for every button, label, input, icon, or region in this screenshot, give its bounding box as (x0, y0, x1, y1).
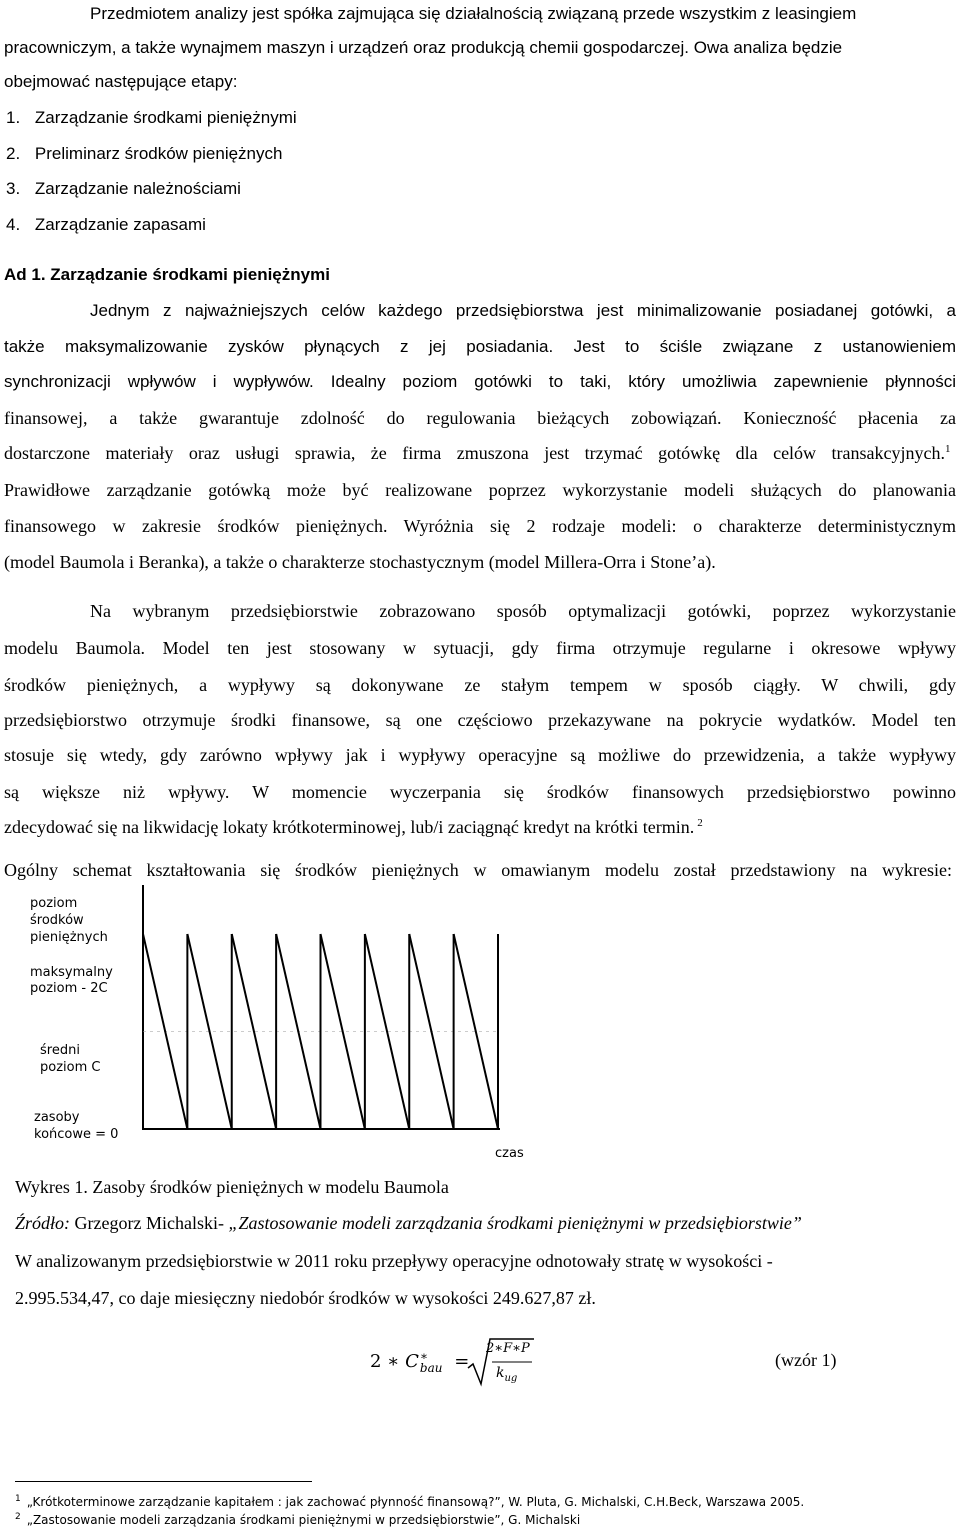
y-axis-label: środków (30, 913, 84, 928)
list-text: Zarządzanie środkami pieniężnymi (34, 108, 297, 127)
intro-line-3: obejmować następujące etapy: (4, 72, 238, 91)
paragraph-2-line (4, 818, 703, 836)
paragraph-1-line-text: dostarczone materiały oraz usługi sprawia, że firma zmuszona jest trzymać gotówkę dla celów transakcyjnych. (4, 443, 945, 463)
paragraph-2-line: środków pieniężnych, a wypływy są dokonywane ze stałym tempem w sposób ciągły. W chwili, gdy (4, 675, 956, 695)
source-label: Źródło: (15, 1213, 71, 1233)
list-text: Zarządzanie należnościami (34, 179, 241, 198)
paragraph-1-line: Prawidłowe zarządzanie gotówką może być realizowane poprzez wykorzystanie modeli służących do planowania (4, 480, 956, 500)
baumol-chart (20, 885, 580, 1165)
list-item (6, 216, 206, 233)
end-level-label: zasoby (34, 1110, 80, 1125)
max-level-label: maksymalny (30, 965, 113, 980)
max-level-label: poziom - 2C (30, 981, 108, 996)
paragraph-1-line: finansowego w zakresie środków pieniężnych. Wyróżnia się 2 rodzaje modeli: o charakterze deterministycznym (4, 516, 956, 536)
intro-line-2: pracowniczym, a także wynajmem maszyn i urządzeń oraz produkcją chemii gospodarczej. Owa analiza będzie (4, 38, 843, 57)
paragraph-2-line-text: zdecydować się na likwidację lokaty krótkoterminowej, lub/i zaciągnąć kredyt na krótki termin. (4, 817, 695, 837)
paragraph-1-line (4, 444, 956, 462)
list-number: 2. (6, 144, 21, 163)
footnote-ref: 2 (697, 817, 703, 829)
list-item (6, 109, 297, 126)
footnote-separator (15, 1481, 312, 1482)
x-axis-label: czas (495, 1146, 524, 1161)
intro-line-1: Przedmiotem analizy jest spółka zajmująca się działalnością związaną przede wszystkim z leasingiem (90, 4, 857, 23)
chart-source (15, 1214, 802, 1232)
list-text: Preliminarz środków pieniężnych (34, 144, 283, 163)
formula-denominator: $k_{ug}$ (496, 1365, 518, 1384)
paragraph-1-line: finansowej, a także gwarantuje zdolność do regulowania bieżących zobowiązań. Konieczność płacenia za (4, 408, 956, 428)
source-title: „Zastosowanie modeli zarządzania środkami pieniężnymi w przedsiębiorstwie” (228, 1213, 802, 1233)
analysis-line-2: 2.995.534,47, co daje miesięczny niedobór środków w wysokości 249.627,87 zł. (15, 1288, 596, 1308)
footnote-1: $^1$ „Krótkoterminowe zarządzanie kapitałem : jak zachować płynność finansową?”, W. Pluta, G. Michalski, C.H.Beck, Warszawa 2005. (15, 1494, 805, 1509)
chart-caption: Wykres 1. Zasoby środków pieniężnych w modelu Baumola (15, 1177, 449, 1197)
y-axis-label: poziom (30, 896, 78, 911)
paragraph-1-line: synchronizacji wpływów i wypływów. Idealny poziom gotówki to taki, który umożliwia zapewnienie płynności (4, 372, 956, 391)
footnote-ref: 1 (945, 443, 951, 455)
paragraph-1-line: także maksymalizowanie zysków płynących z jej posiadania. Jest to ściśle związane z ustanowieniem (4, 337, 956, 356)
paragraph-2-line: stosuje się wtedy, gdy zarówno wpływy jak i wypływy operacyjne są możliwe do przewidzenia, a także wypływy (4, 745, 956, 765)
avg-level-label: poziom C (40, 1060, 101, 1075)
formula-label: (wzór 1) (775, 1350, 837, 1370)
paragraph-2-line: są większe niż wpływy. W momencie wyczerpania się środków finansowych przedsiębiorstwo powinno (4, 782, 956, 802)
list-item (6, 180, 241, 197)
paragraph-2-line: modelu Baumola. Model ten jest stosowany w sytuacji, gdy firma otrzymuje regularne i okresowe wpływy (4, 638, 956, 658)
section-heading: Ad 1. Zarządzanie środkami pieniężnymi (4, 265, 330, 284)
end-level-label: końcowe = 0 (34, 1127, 119, 1142)
paragraph-2-line: Na wybranym przedsiębiorstwie zobrazowano sposób optymalizacji gotówki, poprzez wykorzystanie (90, 601, 956, 621)
list-item (6, 145, 282, 162)
y-axis-label: pieniężnych (30, 930, 108, 945)
list-text: Zarządzanie zapasami (34, 215, 206, 234)
formula-lhs: 2 ∗ C ∗ bau = (370, 1349, 470, 1375)
analysis-line-1: W analizowanym przedsiębiorstwie w 2011 roku przepływy operacyjne odnotowały stratę w wysokości - (15, 1251, 773, 1271)
paragraph-2-line: przedsiębiorstwo otrzymuje środki finansowe, są one częściowo przekazywane na pokrycie wydatków. Model ten (4, 710, 956, 730)
paragraph-1-line: Jednym z najważniejszych celów każdego przedsiębiorstwa jest minimalizowanie posiadanej gotówki, a (90, 301, 956, 320)
list-number: 4. (6, 215, 21, 234)
formula-numerator: 2∗F∗P (486, 1341, 530, 1356)
avg-level-label: średni (40, 1043, 80, 1058)
paragraph-1-line: (model Baumola i Beranka), a także o charakterze stochastycznym (model Millera-Orra i Stone’a). (4, 552, 716, 572)
list-number: 1. (6, 108, 21, 127)
footnote-2: $^2$ „Zastosowanie modeli zarządzania środkami pieniężnymi w przedsiębiorstwie”, G. Michalski (15, 1512, 581, 1527)
paragraph-3: Ogólny schemat kształtowania się środków pieniężnych w omawianym modelu został przedstawiony na wykresie: (4, 860, 952, 880)
source-author: Grzegorz Michalski- (70, 1213, 229, 1233)
formula (370, 1336, 550, 1388)
list-number: 3. (6, 179, 21, 198)
